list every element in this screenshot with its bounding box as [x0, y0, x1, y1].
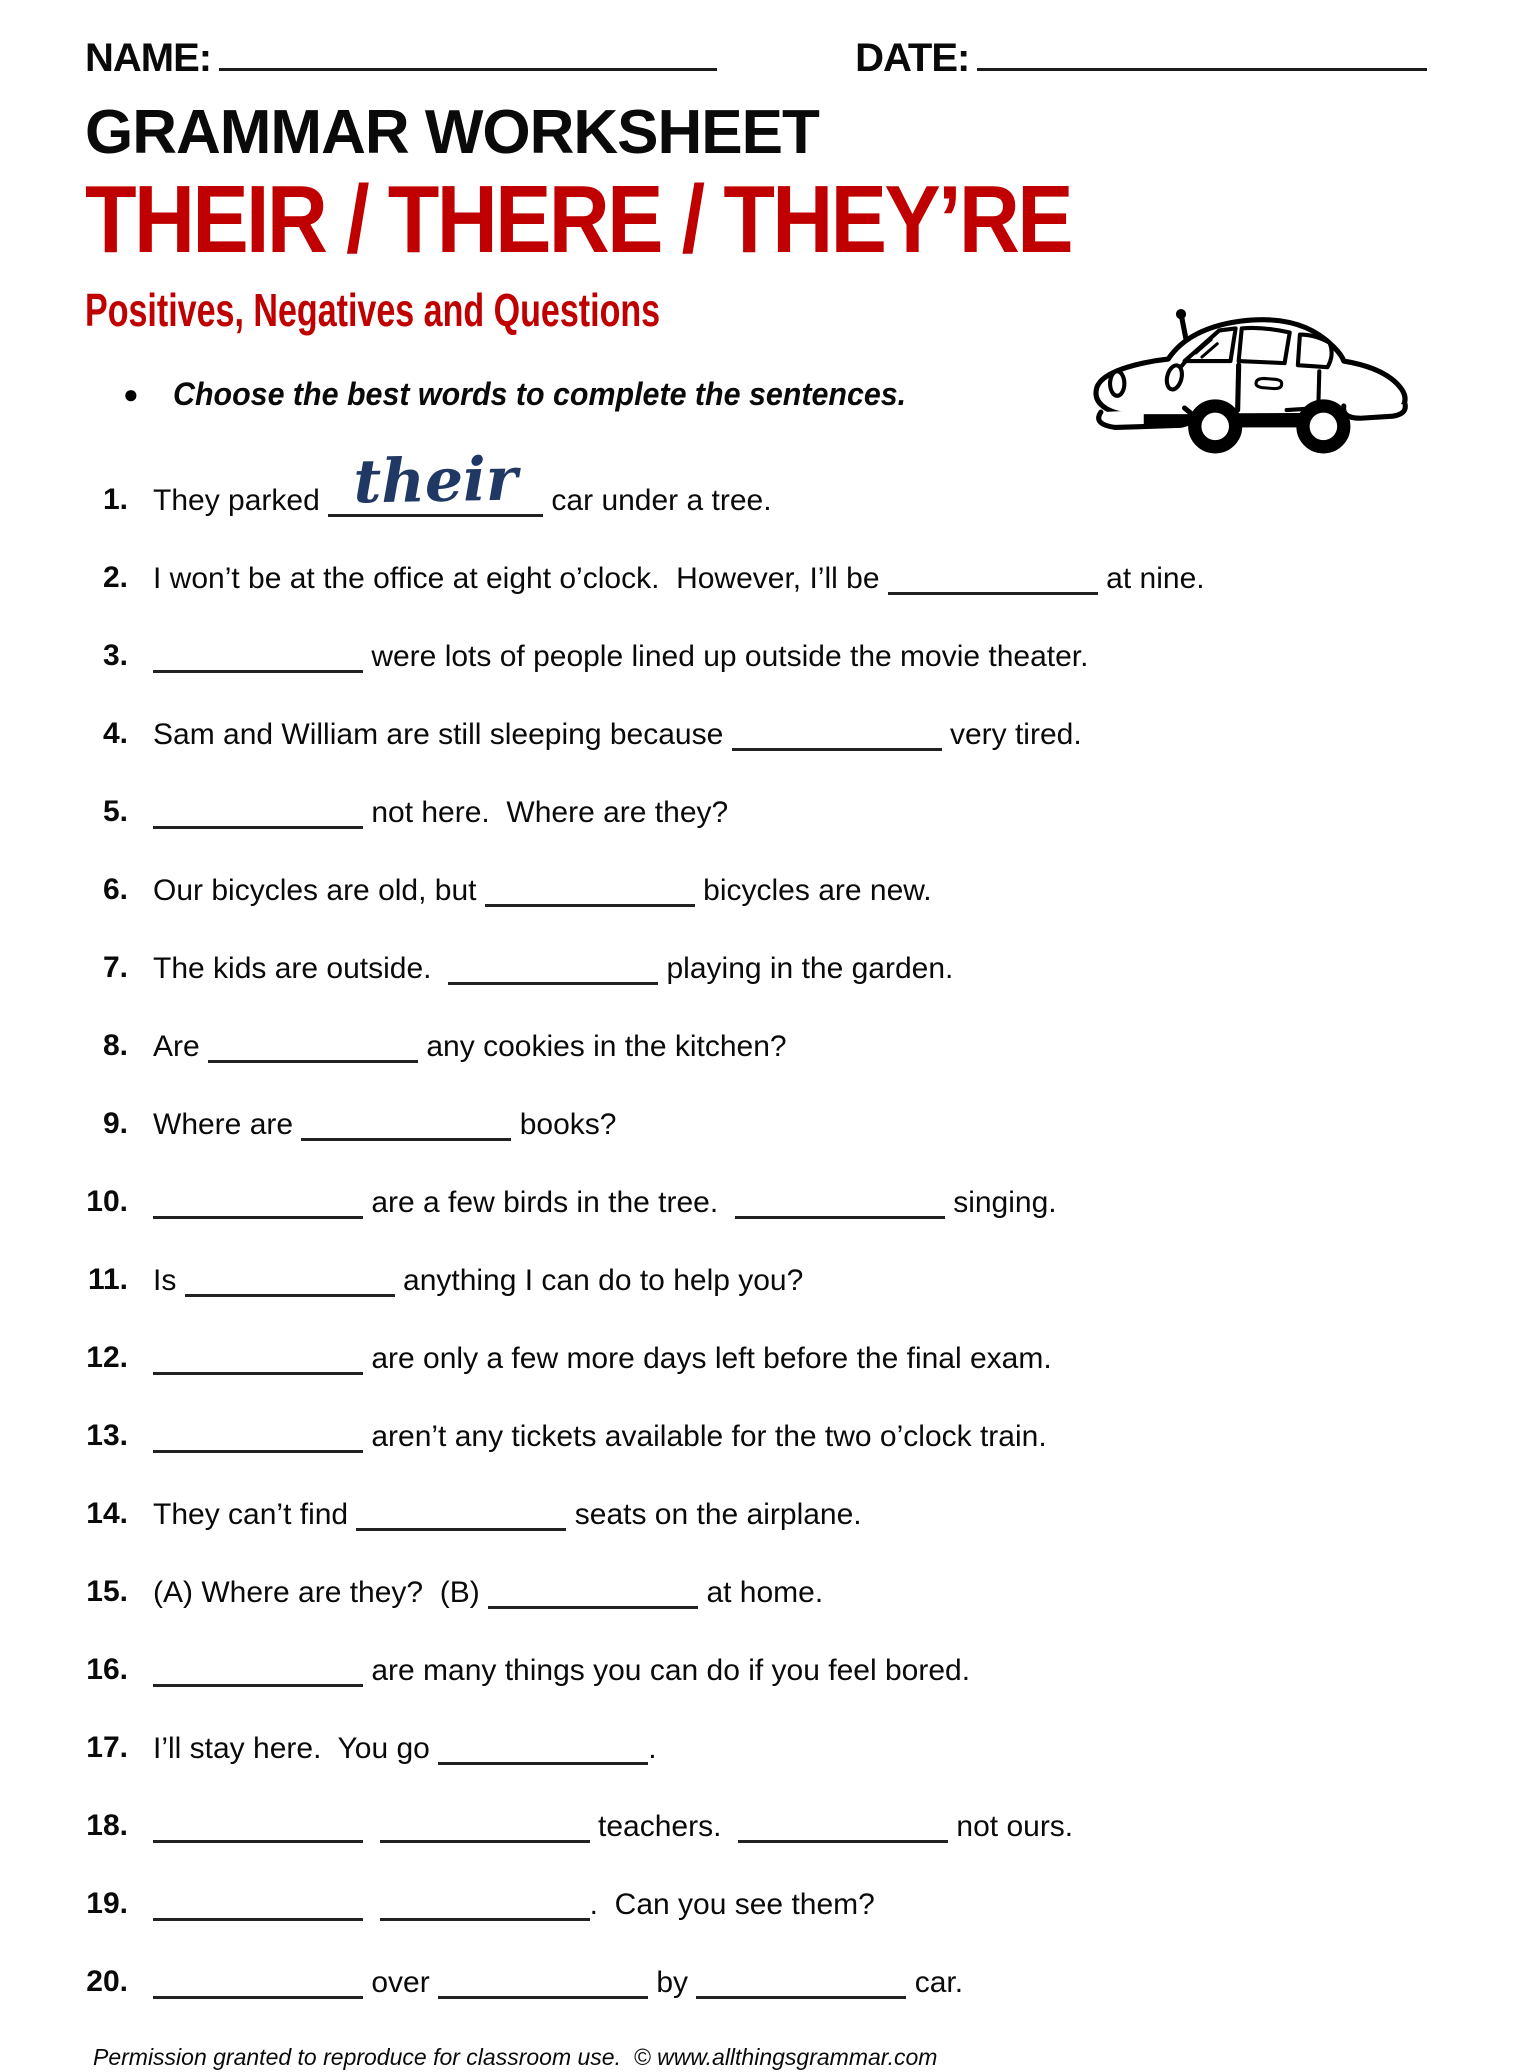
question-number: 15.: [86, 1575, 128, 1608]
question-number: 2.: [102, 561, 128, 594]
sentence-text: Sam and William are still sleeping because: [153, 718, 732, 751]
sentence-text: They parked: [153, 484, 329, 517]
question-number: 9.: [102, 1107, 128, 1140]
question-sentence: [153, 1496, 862, 1533]
question-row: [85, 950, 1496, 987]
sentence-text: very tired.: [941, 718, 1082, 751]
sentence-text: books?: [511, 1108, 617, 1141]
answer-blank[interactable]: [696, 1964, 906, 1999]
question-sentence: [153, 1886, 875, 1923]
question-sentence: [153, 1964, 963, 2001]
question-row: [85, 1184, 1496, 1221]
question-sentence: [153, 1808, 1073, 1845]
sentence-text: car.: [906, 1966, 964, 1999]
sentence-text: Where are: [153, 1108, 302, 1141]
answer-blank[interactable]: [888, 560, 1098, 595]
question-number: 10.: [86, 1185, 128, 1218]
question-row: [85, 1730, 1496, 1767]
answer-blank[interactable]: [153, 1808, 363, 1843]
question-number: 17.: [86, 1731, 128, 1764]
sentence-text: Are: [153, 1030, 209, 1063]
sentence-text: Our bicycles are old, but: [153, 874, 485, 907]
question-row: [85, 794, 1496, 831]
sentence-text: [363, 1810, 380, 1843]
answer-blank[interactable]: [448, 950, 658, 985]
question-number: 7.: [102, 951, 128, 984]
question-number: 8.: [102, 1029, 128, 1062]
question-sentence: [153, 1106, 616, 1143]
question-number: 12.: [86, 1341, 128, 1374]
sentence-text: The kids are outside.: [153, 952, 449, 985]
question-number: 20.: [86, 1965, 128, 1998]
question-sentence: [153, 1574, 823, 1611]
sentence-text: aren’t any tickets available for the two o’clock train.: [363, 1420, 1047, 1453]
question-row: [85, 1496, 1496, 1533]
question-row: [85, 1028, 1496, 1065]
date-label: DATE:: [855, 36, 970, 80]
question-number: 19.: [86, 1887, 128, 1920]
instruction-text: Choose the best words to complete the sentences.: [172, 375, 906, 412]
sentence-text: anything I can do to help you?: [394, 1264, 804, 1297]
question-number: 6.: [102, 873, 128, 906]
question-sentence: [153, 1730, 657, 1767]
worksheet-subtitle: Positives, Negatives and Questions: [85, 284, 661, 336]
sentence-text: They can’t find: [153, 1498, 357, 1531]
answer-blank[interactable]: [153, 1184, 363, 1219]
question-row: [85, 1886, 1496, 1923]
question-row: [85, 1964, 1496, 2001]
question-sentence: [153, 1184, 1057, 1221]
sentence-text: .: [648, 1732, 657, 1765]
answer-blank[interactable]: [438, 1964, 648, 1999]
sentence-text: any cookies in the kitchen?: [418, 1030, 787, 1063]
question-number: 16.: [86, 1653, 128, 1686]
worksheet-type-heading: GRAMMAR WORKSHEET: [85, 98, 819, 167]
question-sentence: [153, 1340, 1052, 1377]
answer-blank[interactable]: [328, 444, 543, 518]
sentence-text: at home.: [698, 1576, 824, 1609]
sentence-text: I won’t be at the office at eight o’clock. However, I’ll be: [153, 562, 888, 595]
sentence-text: car under a tree.: [543, 484, 772, 517]
question-row: [85, 1262, 1496, 1299]
question-row: [85, 1652, 1496, 1689]
question-sentence: [153, 716, 1082, 753]
answer-blank[interactable]: [153, 638, 363, 673]
question-number: 13.: [86, 1419, 128, 1452]
sentence-text: not ours.: [948, 1810, 1074, 1843]
question-row: [85, 560, 1496, 597]
sentence-text: Is: [153, 1264, 185, 1297]
answer-blank[interactable]: [485, 872, 695, 907]
question-row: [85, 638, 1496, 675]
sentence-text: seats on the airplane.: [566, 1498, 862, 1531]
questions-list: [85, 444, 1496, 2001]
sentence-text: [363, 1888, 380, 1921]
sentence-text: by: [648, 1966, 697, 1999]
car-icon: [1085, 308, 1425, 456]
sentence-text: over: [363, 1966, 439, 1999]
answer-blank[interactable]: [738, 1808, 948, 1843]
sentence-text: singing.: [944, 1186, 1057, 1219]
name-label: NAME:: [85, 36, 212, 80]
question-row: [85, 1418, 1496, 1455]
question-sentence: [153, 1262, 803, 1299]
sentence-text: are only a few more days left before the final exam.: [363, 1342, 1052, 1375]
question-sentence: [153, 794, 728, 831]
question-row: [85, 1340, 1496, 1377]
question-sentence: [153, 560, 1205, 597]
question-row: [85, 444, 1496, 519]
answer-blank[interactable]: [356, 1496, 566, 1531]
question-row: [85, 716, 1496, 753]
bullet-icon: ●: [123, 379, 139, 409]
answer-blank[interactable]: [735, 1184, 945, 1219]
answer-blank[interactable]: [153, 1964, 363, 1999]
question-number: 18.: [86, 1809, 128, 1842]
answer-blank[interactable]: [438, 1730, 648, 1765]
question-row: [85, 1574, 1496, 1611]
question-row: [85, 872, 1496, 909]
question-row: [85, 1106, 1496, 1143]
answer-blank[interactable]: [208, 1028, 418, 1063]
handwritten-answer: their: [353, 444, 519, 518]
sentence-text: at nine.: [1097, 562, 1205, 595]
sentence-text: not here. Where are they?: [363, 796, 729, 829]
answer-blank[interactable]: [153, 1340, 363, 1375]
worksheet-title: THEIR / THERE / THEY’RE: [85, 166, 1071, 273]
answer-blank[interactable]: [301, 1106, 511, 1141]
sentence-text: playing in the garden.: [658, 952, 954, 985]
question-sentence: [153, 638, 1088, 675]
question-number: 1.: [102, 483, 128, 516]
question-sentence: [153, 1418, 1047, 1455]
question-sentence: [153, 872, 932, 909]
answer-blank[interactable]: [732, 716, 942, 751]
question-number: 5.: [102, 795, 128, 828]
answer-blank[interactable]: [153, 794, 363, 829]
question-sentence: [153, 950, 953, 987]
answer-blank[interactable]: [153, 1652, 363, 1687]
answer-blank[interactable]: [153, 1886, 363, 1921]
sentence-text: are many things you can do if you feel bored.: [363, 1654, 971, 1687]
name-fill-line[interactable]: [219, 30, 717, 71]
date-fill-line[interactable]: [977, 30, 1427, 71]
sentence-text: teachers.: [589, 1810, 739, 1843]
footer-text: Permission granted to reproduce for classroom use. © www.allthingsgrammar.com: [93, 2044, 938, 2070]
answer-blank[interactable]: [185, 1262, 395, 1297]
answer-blank[interactable]: [380, 1886, 590, 1921]
question-number: 4.: [102, 717, 128, 750]
sentence-text: (A) Where are they? (B): [153, 1576, 489, 1609]
sentence-text: are a few birds in the tree.: [363, 1186, 735, 1219]
sentence-text: . Can you see them?: [589, 1888, 875, 1921]
question-sentence: [153, 1652, 970, 1689]
question-number: 3.: [102, 639, 128, 672]
answer-blank[interactable]: [488, 1574, 698, 1609]
question-sentence: [153, 444, 772, 519]
header-row: [85, 30, 1496, 84]
question-number: 14.: [86, 1497, 128, 1530]
sentence-text: I’ll stay here. You go: [153, 1732, 439, 1765]
question-number: 11.: [87, 1263, 128, 1296]
question-row: [85, 1808, 1496, 1845]
answer-blank[interactable]: [153, 1418, 363, 1453]
question-sentence: [153, 1028, 787, 1065]
answer-blank[interactable]: [380, 1808, 590, 1843]
sentence-text: were lots of people lined up outside the movie theater.: [363, 640, 1089, 673]
sentence-text: bicycles are new.: [694, 874, 932, 907]
